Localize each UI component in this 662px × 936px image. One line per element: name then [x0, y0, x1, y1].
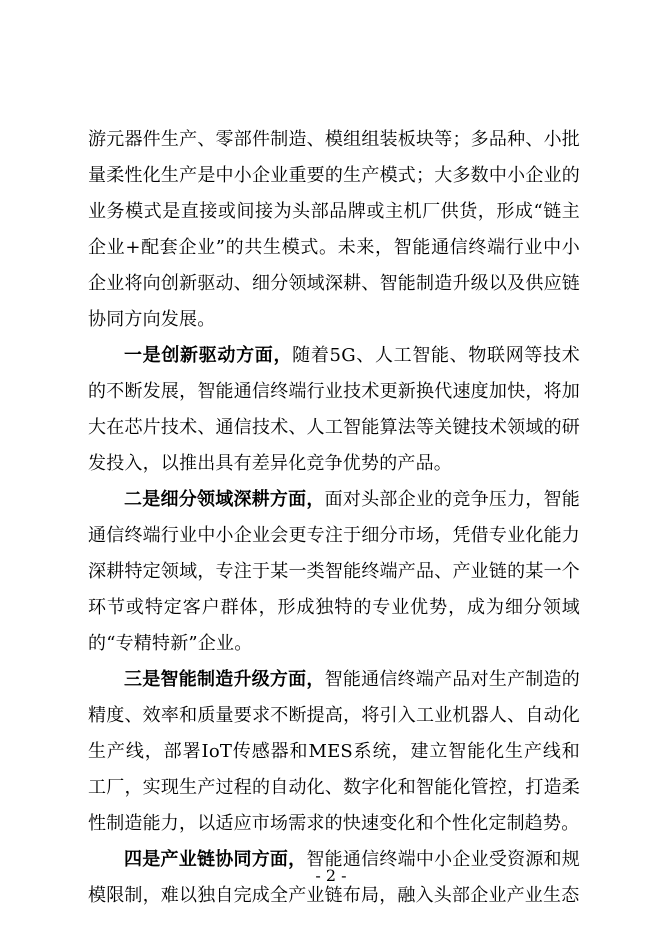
document-body: [88, 122, 580, 914]
paragraph-lead: 三是智能制造升级方面，: [124, 669, 325, 690]
paragraph-smart-manufacturing: [88, 662, 580, 842]
paragraph-continuation: [88, 122, 580, 338]
paragraph-text: 面对头部企业的竞争压力，智能通信终端行业中小企业会更专注于细分市场，凭借专业化能力深耕特定领域，专注于某一类智能终端产品、产业链的某一个环节或特定客户群体，形成独特的专业优势，成为细分领域的“专精特新”企业。: [88, 489, 580, 654]
paragraph-lead: 四是产业链协同方面，: [124, 849, 307, 870]
page-number: - 2 -: [315, 866, 347, 885]
paragraph-innovation-driven: [88, 338, 580, 482]
paragraph-text: 游元器件生产、零部件制造、模组组装板块等；多品种、小批量柔性化生产是中小企业重要的生产模式；大多数中小企业的业务模式是直接或间接为头部品牌或主机厂供货，形成“链主企业+配套企业”的共生模式。未来，智能通信终端行业中小企业将向创新驱动、细分领域深耕、智能制造升级以及供应链协同方向发展。: [88, 129, 580, 330]
paragraph-text: 智能通信终端产品对生产制造的精度、效率和质量要求不断提高，将引入工业机器人、自动化生产线，部署IoT传感器和MES系统，建立智能化生产线和工厂，实现生产过程的自动化、数字化和智能化管控，打造柔性制造能力，以适应市场需求的快速变化和个性化定制趋势。: [88, 669, 580, 834]
paragraph-niche-specialization: [88, 482, 580, 662]
paragraph-lead: 一是创新驱动方面，: [124, 345, 293, 366]
paragraph-text: 智能通信终端中小企业受资源和规模限制，难以独自完成全产业链布局，融入头部企业产业生态: [88, 849, 581, 906]
paragraph-lead: 二是细分领域深耕方面，: [124, 489, 325, 510]
paragraph-text: 随着5G、人工智能、物联网等技术的不断发展，智能通信终端行业技术更新换代速度加快，将加大在芯片技术、通信技术、人工智能算法等关键技术领域的研发投入，以推出具有差异化竞争优势的产品。: [88, 345, 580, 474]
